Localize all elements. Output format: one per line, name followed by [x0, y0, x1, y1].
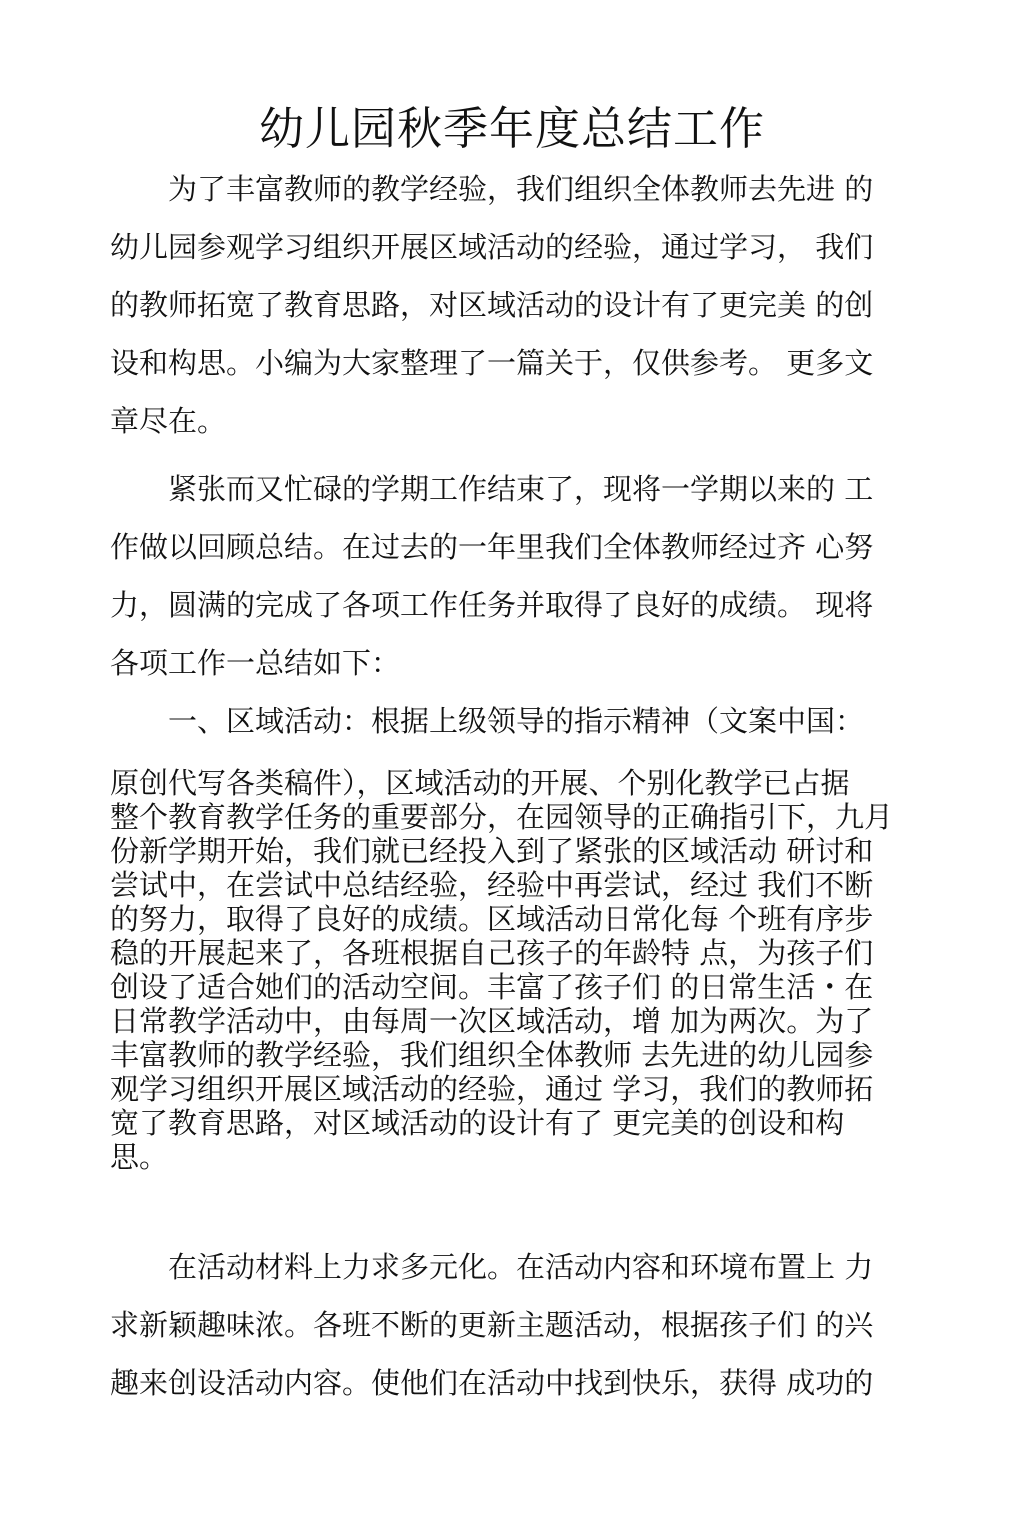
paragraph-summary-opening: 紧张而又忙碌的学期工作结束了，现将一学期以来的 工 作做以回顾总结。在过去的一年里我们全体教师经过齐 心努 力，圆满的完成了各项工作任务并取得了良好的成绩。 现将 各项工作一总结如下：: [110, 472, 874, 680]
document-title: 幼儿园秋季年度总结工作: [258, 102, 765, 155]
paragraph-section-heading: 一、区域活动：根据上级领导的指示精神（文案中国：: [110, 704, 865, 738]
paragraph-materials: 在活动材料上力求多元化。在活动内容和环境布置上 力 求新颖趣味浓。各班不断的更新主题活动，根据孩子们 的兴 趣来创设活动内容。使他们在活动中找到快乐，获得 成功的: [110, 1250, 874, 1400]
paragraph-region-activity: 原创代写各类稿件），区域活动的开展、个别化教学已占据 整个教育教学任务的重要部分，在园领导的正确指引下，九月 份新学期开始，我们就已经投入到了紧张的区域活动 研讨和 尝试中，在尝试中总结经验，经验中再尝试，经过 我们不断 的努力，取得了良好的成绩。区域活动日常化每 个班有序步 稳的开展起来了，各班根据自己孩子的年龄特 点，为孩子们 创设了适合她们的活动空间。丰富了孩子们 的日常生活・在 日常教学活动中，由每周一次区域活动，增 加为两次。为了 丰富教师的教学经验，我们组织全体教师 去先进的幼儿园参 观学习组织开展区域活动的经验，通过 学习，我们的教师拓 宽了教育思路，对区域活动的设计有了 更完美的创设和构 思。: [110, 766, 894, 1174]
paragraph-intro: 为了丰富教师的教学经验，我们组织全体教师去先进 的 幼儿园参观学习组织开展区域活动的经验，通过学习， 我们 的教师拓宽了教育思路，对区域活动的设计有了更完美 的创 设和构思。小编为大家整理了一篇关于，仅供参考。 更多文 章尽在。: [110, 172, 874, 438]
